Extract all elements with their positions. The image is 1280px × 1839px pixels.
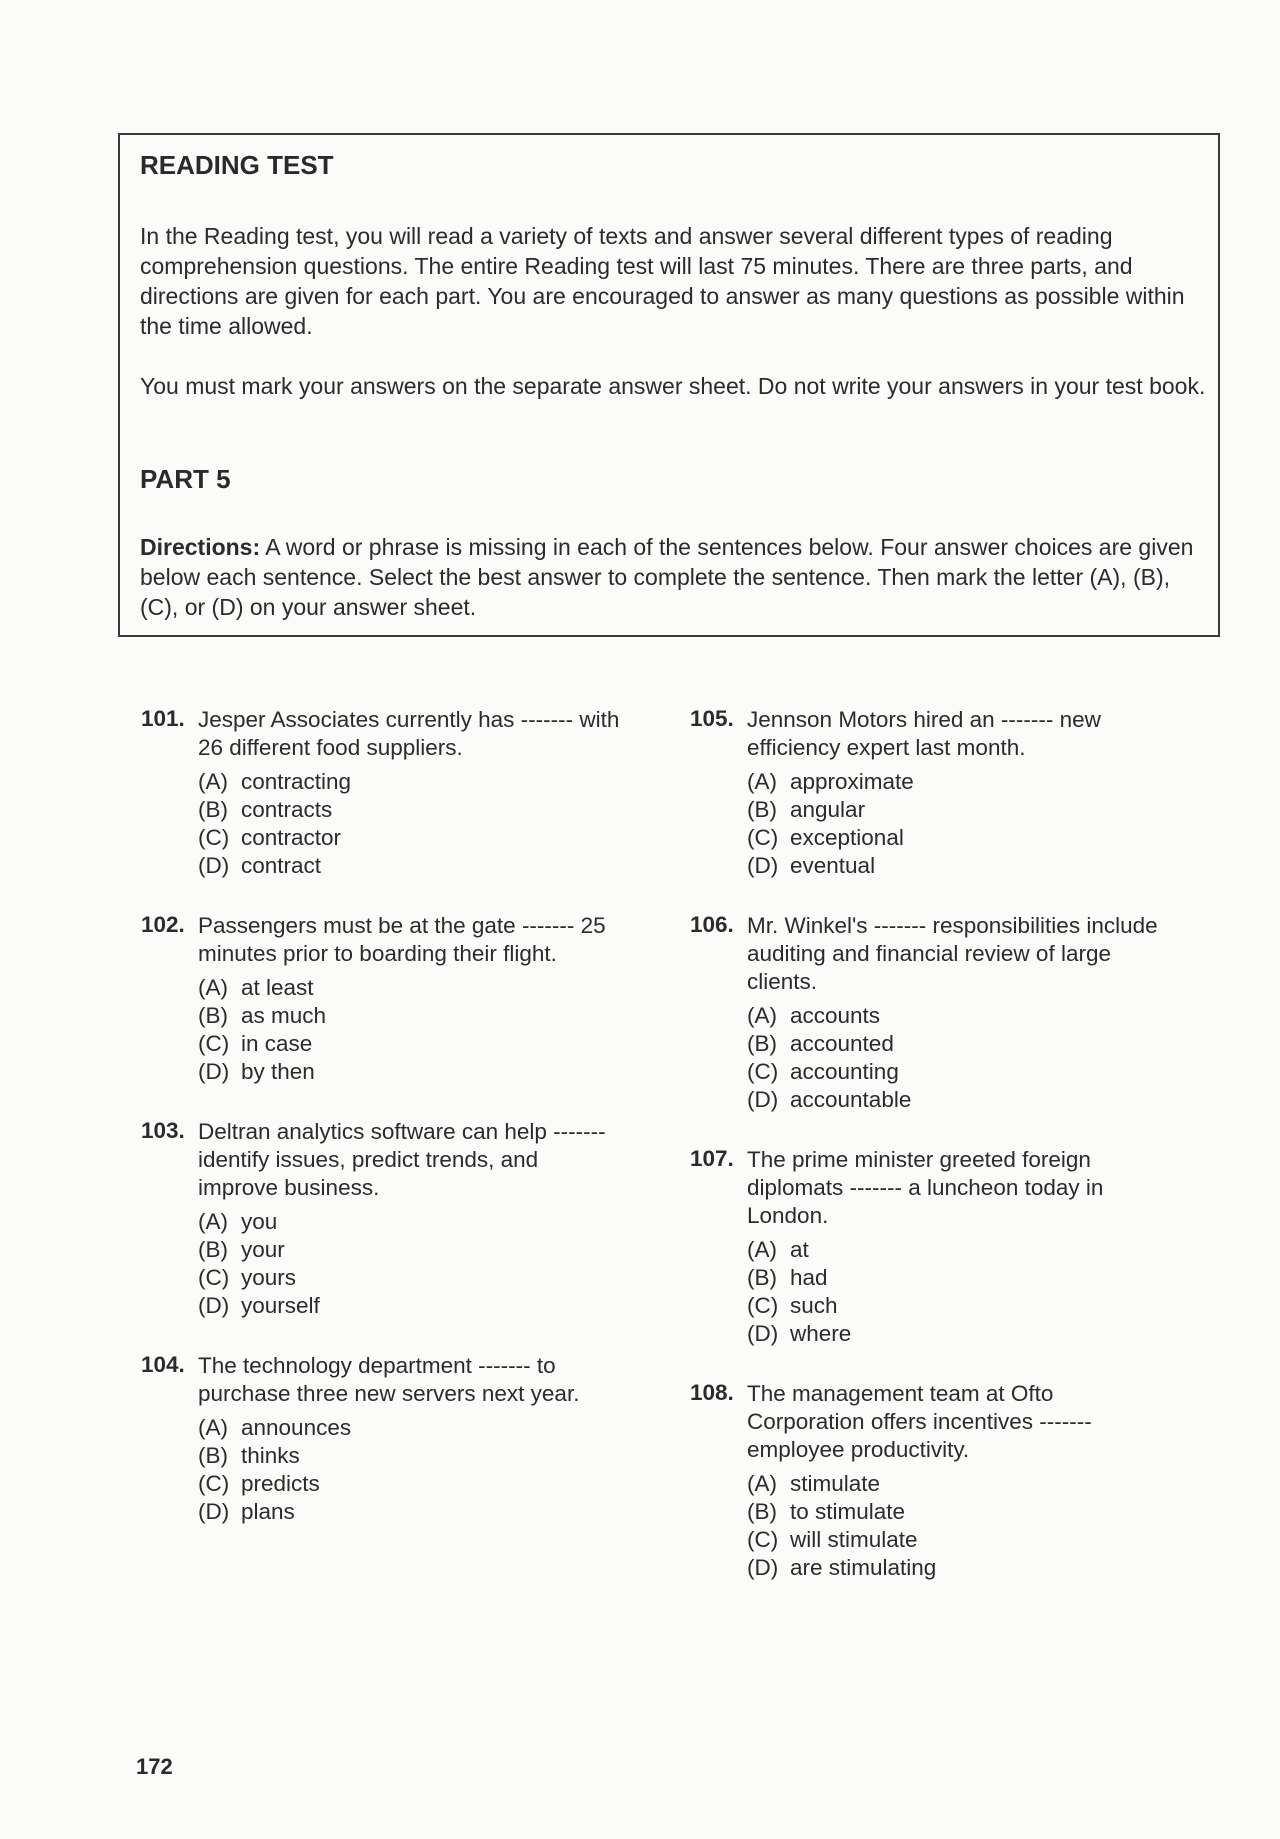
answer-option[interactable] xyxy=(747,1002,1170,1030)
option-letter: (D) xyxy=(198,1059,230,1084)
answer-option[interactable] xyxy=(198,1030,621,1058)
answer-option[interactable] xyxy=(198,768,621,796)
option-letter: (A) xyxy=(198,1209,228,1234)
answer-options xyxy=(198,768,621,880)
option-letter: (D) xyxy=(198,1293,230,1318)
answer-option[interactable] xyxy=(198,1236,621,1264)
option-text: accountable xyxy=(790,1087,912,1112)
question-stem: The technology department ------- to purchase three new servers next year. xyxy=(198,1353,580,1406)
question-number: 103. xyxy=(141,1118,185,1143)
option-letter: (A) xyxy=(747,1003,777,1028)
option-text: are stimulating xyxy=(790,1555,937,1580)
answer-option[interactable] xyxy=(747,824,1170,852)
option-text: accounts xyxy=(790,1003,881,1028)
option-letter: (B) xyxy=(747,1265,777,1290)
answer-option[interactable] xyxy=(747,1264,1170,1292)
question-105 xyxy=(690,706,1170,880)
answer-options xyxy=(747,1470,1170,1582)
option-letter: (C) xyxy=(198,1031,230,1056)
question-number: 101. xyxy=(141,706,185,731)
answer-option[interactable] xyxy=(198,1058,621,1086)
answer-option[interactable] xyxy=(747,796,1170,824)
reading-test-heading: READING TEST xyxy=(140,150,334,180)
option-text: yourself xyxy=(241,1293,320,1318)
answer-option[interactable] xyxy=(747,1498,1170,1526)
question-stem: Passengers must be at the gate ------- 25 minutes prior to boarding their flight. xyxy=(198,913,606,966)
answer-option[interactable] xyxy=(198,1498,621,1526)
question-108 xyxy=(690,1380,1170,1582)
option-letter: (D) xyxy=(747,1555,779,1580)
answer-option[interactable] xyxy=(747,1030,1170,1058)
question-number: 106. xyxy=(690,912,734,937)
reading-test-intro: In the Reading test, you will read a variety of texts and answer several different types of reading comprehension questions. The entire Reading test will last 75 minutes. There are three parts, and directions are given for each part. You are encouraged to answer as many questions as possible within the time allowed. xyxy=(140,223,1185,339)
question-number: 108. xyxy=(690,1380,734,1405)
part5-heading: PART 5 xyxy=(140,464,231,494)
option-text: such xyxy=(790,1293,838,1318)
option-text: contracting xyxy=(241,769,352,794)
option-text: stimulate xyxy=(790,1471,881,1496)
option-letter: (A) xyxy=(198,1415,228,1440)
option-text: angular xyxy=(790,797,866,822)
option-letter: (B) xyxy=(747,797,777,822)
option-letter: (B) xyxy=(198,797,228,822)
option-letter: (D) xyxy=(747,1087,779,1112)
directions-text: A word or phrase is missing in each of the sentences below. Four answer choices are given below each sentence. Select the best answer to complete the sentence. Then mark the letter (A), (B), (C), or (D) on your answer sheet. xyxy=(140,534,1194,620)
directions-label: Directions: xyxy=(140,534,261,560)
option-letter: (C) xyxy=(747,1293,779,1318)
option-text: accounted xyxy=(790,1031,894,1056)
option-letter: (A) xyxy=(747,1471,777,1496)
answer-options xyxy=(198,1208,621,1320)
option-text: yours xyxy=(241,1265,297,1290)
option-text: predicts xyxy=(241,1471,320,1496)
answer-option[interactable] xyxy=(747,1320,1170,1348)
answer-option[interactable] xyxy=(747,1086,1170,1114)
answer-options xyxy=(747,768,1170,880)
option-letter: (A) xyxy=(198,975,228,1000)
option-text: exceptional xyxy=(790,825,904,850)
option-letter: (D) xyxy=(198,1499,230,1524)
option-text: accounting xyxy=(790,1059,899,1084)
question-stem: The management team at Ofto Corporation offers incentives ------- employee productivity. xyxy=(747,1381,1092,1462)
question-stem: Jennson Motors hired an ------- new efficiency expert last month. xyxy=(747,707,1101,760)
option-letter: (B) xyxy=(198,1237,228,1262)
page-number: 172 xyxy=(136,1754,173,1779)
answer-option[interactable] xyxy=(747,768,1170,796)
answer-option[interactable] xyxy=(198,1292,621,1320)
answer-option[interactable] xyxy=(747,1292,1170,1320)
answer-option[interactable] xyxy=(747,1470,1170,1498)
answer-option[interactable] xyxy=(747,852,1170,880)
part5-directions xyxy=(140,532,1206,622)
answer-option[interactable] xyxy=(198,1414,621,1442)
answer-option[interactable] xyxy=(198,852,621,880)
option-letter: (B) xyxy=(198,1443,228,1468)
option-letter: (C) xyxy=(198,1471,230,1496)
option-text: will stimulate xyxy=(790,1527,918,1552)
answer-option[interactable] xyxy=(198,1264,621,1292)
answer-sheet-note: You must mark your answers on the separate answer sheet. Do not write your answers in your test book. xyxy=(140,373,1206,399)
question-number: 104. xyxy=(141,1352,185,1377)
option-text: contract xyxy=(241,853,322,878)
answer-option[interactable] xyxy=(198,1442,621,1470)
option-letter: (A) xyxy=(747,769,777,794)
question-stem: Jesper Associates currently has ------- with 26 different food suppliers. xyxy=(198,707,620,760)
answer-option[interactable] xyxy=(198,796,621,824)
option-letter: (C) xyxy=(198,825,230,850)
option-letter: (C) xyxy=(198,1265,230,1290)
option-letter: (C) xyxy=(747,1059,779,1084)
option-letter: (D) xyxy=(747,853,779,878)
option-letter: (B) xyxy=(747,1031,777,1056)
option-text: where xyxy=(790,1321,852,1346)
answer-option[interactable] xyxy=(747,1236,1170,1264)
answer-option[interactable] xyxy=(198,1002,621,1030)
answer-options xyxy=(747,1236,1170,1348)
option-text: to stimulate xyxy=(790,1499,906,1524)
question-103 xyxy=(141,1118,621,1320)
option-letter: (C) xyxy=(747,1527,779,1552)
option-text: your xyxy=(241,1237,285,1262)
option-text: by then xyxy=(241,1059,315,1084)
option-text: contractor xyxy=(241,825,342,850)
option-text: at xyxy=(790,1237,809,1262)
answer-option[interactable] xyxy=(747,1058,1170,1086)
answer-option[interactable] xyxy=(198,824,621,852)
question-stem: Deltran analytics software can help ------- identify issues, predict trends, and improve business. xyxy=(198,1119,606,1200)
answer-options xyxy=(198,1414,621,1526)
option-text: plans xyxy=(241,1499,295,1524)
answer-options xyxy=(747,1002,1170,1114)
option-letter: (A) xyxy=(747,1237,777,1262)
question-101 xyxy=(141,706,621,880)
option-text: at least xyxy=(241,975,314,1000)
option-text: eventual xyxy=(790,853,876,878)
question-stem: Mr. Winkel's ------- responsibilities include auditing and financial review of large clients. xyxy=(747,913,1158,994)
question-102 xyxy=(141,912,621,1086)
question-106 xyxy=(690,912,1170,1114)
answer-option[interactable] xyxy=(747,1526,1170,1554)
option-text: as much xyxy=(241,1003,327,1028)
option-letter: (A) xyxy=(198,769,228,794)
option-letter: (B) xyxy=(747,1499,777,1524)
option-letter: (C) xyxy=(747,825,779,850)
question-107 xyxy=(690,1146,1170,1348)
answer-options xyxy=(198,974,621,1086)
option-text: contracts xyxy=(241,797,333,822)
question-number: 105. xyxy=(690,706,734,731)
option-letter: (D) xyxy=(198,853,230,878)
answer-option[interactable] xyxy=(198,1208,621,1236)
option-text: approximate xyxy=(790,769,914,794)
question-stem: The prime minister greeted foreign diplomats ------- a luncheon today in London. xyxy=(747,1147,1104,1228)
option-letter: (D) xyxy=(747,1321,779,1346)
question-104 xyxy=(141,1352,621,1526)
answer-option[interactable] xyxy=(198,1470,621,1498)
answer-option[interactable] xyxy=(747,1554,1170,1582)
option-letter: (B) xyxy=(198,1003,228,1028)
option-text: had xyxy=(790,1265,828,1290)
option-text: you xyxy=(241,1209,278,1234)
option-text: in case xyxy=(241,1031,313,1056)
option-text: announces xyxy=(241,1415,352,1440)
answer-option[interactable] xyxy=(198,974,621,1002)
question-number: 102. xyxy=(141,912,185,937)
option-text: thinks xyxy=(241,1443,300,1468)
question-number: 107. xyxy=(690,1146,734,1171)
